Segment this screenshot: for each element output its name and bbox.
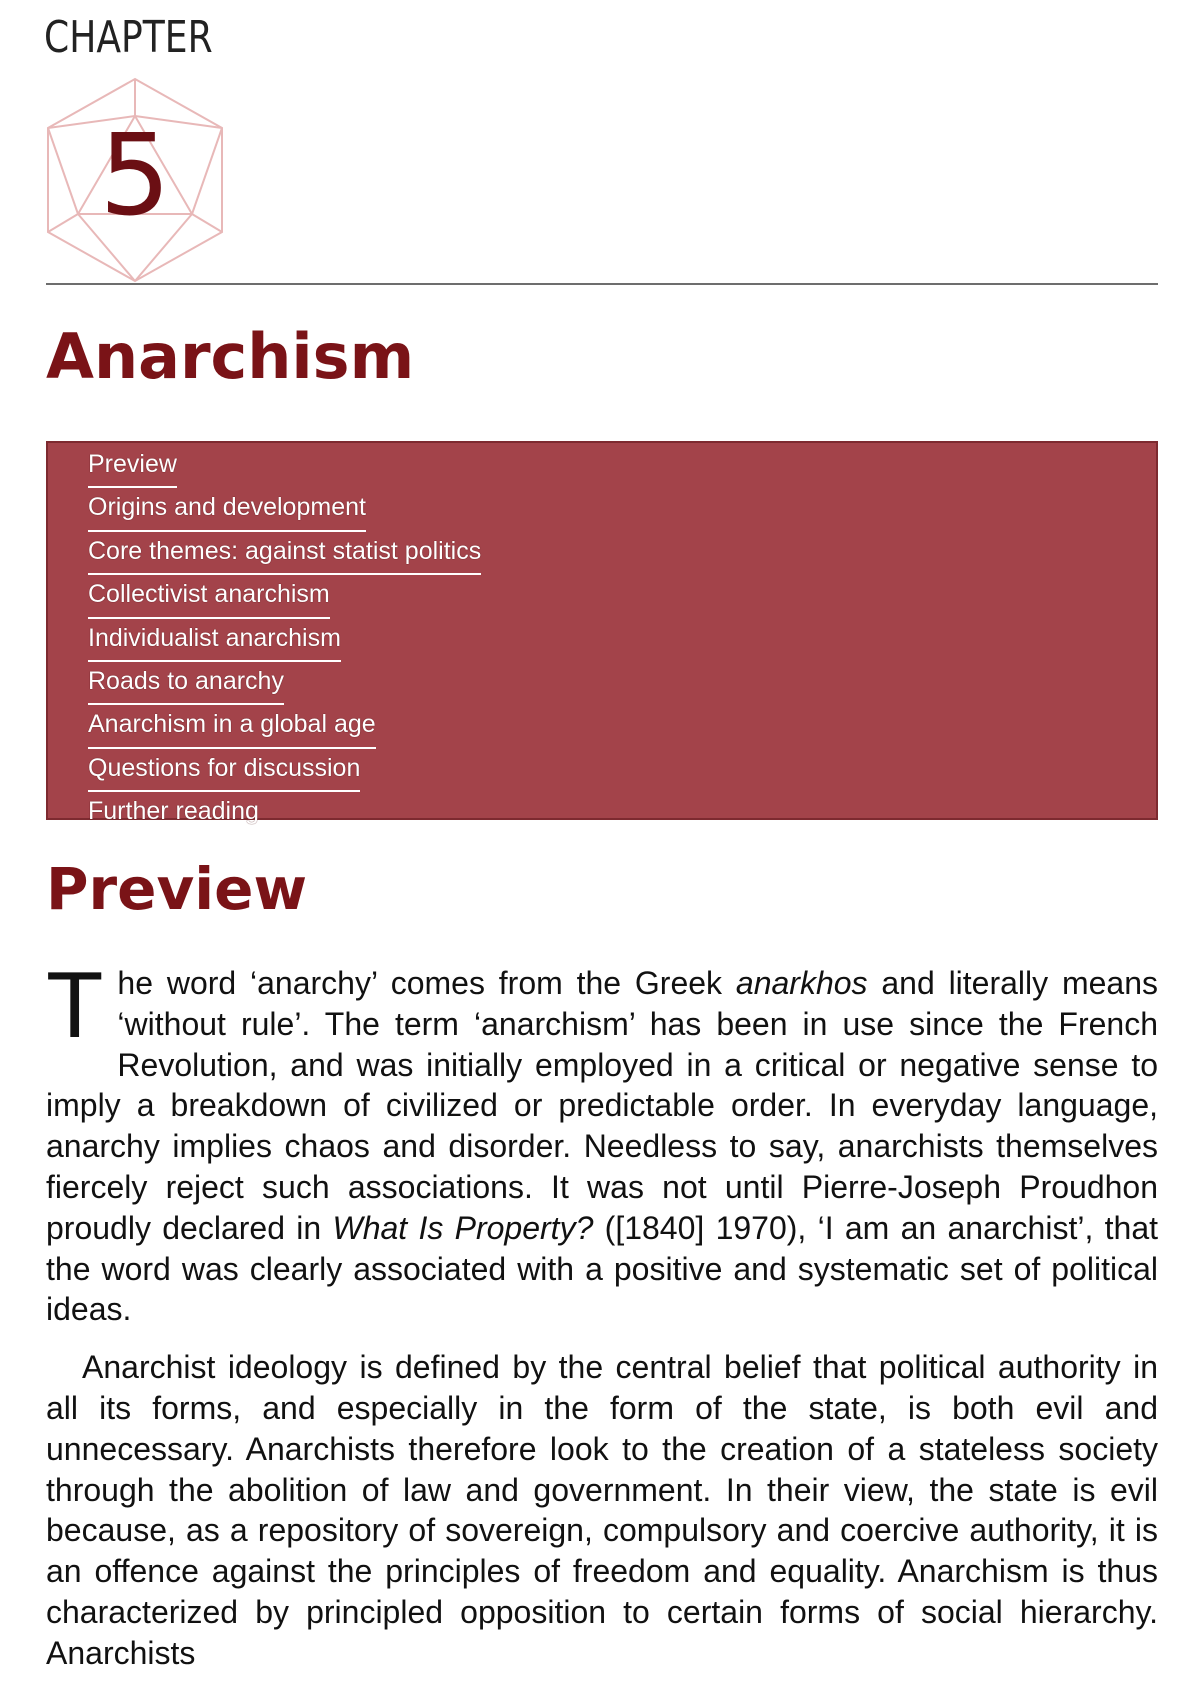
paragraph-1-part-1: he word ‘anarchy’ comes from the Greek: [117, 965, 736, 1001]
section-title: Preview: [46, 855, 308, 923]
paragraph-1: [46, 952, 1159, 1330]
chapter-number: 5: [99, 111, 171, 241]
contents-item-roads[interactable]: Roads to anarchy: [88, 662, 284, 705]
chapter-title: Anarchism: [46, 320, 415, 393]
contents-box: [46, 441, 1158, 826]
paragraph-1-italic-1: anarkhos: [735, 965, 868, 1001]
contents-item-origins[interactable]: Origins and development: [88, 488, 366, 531]
contents-item-preview[interactable]: Preview: [88, 445, 177, 488]
contents-item-global-age[interactable]: Anarchism in a global age: [88, 705, 376, 748]
contents-item-further-reading[interactable]: Further reading: [88, 797, 259, 826]
chapter-label: CHAPTER: [44, 12, 213, 63]
paragraph-2: Anarchist ideology is defined by the central belief that political authority in all its forms, and especially in the form of the state, is both evil and unnecessary. Anarchists therefore look to the creation of a stateless society through the abolition of law and government. In their view, the state is evil because, as a repository of sovereign, compulsory and coercive authority, it is an offence against the principles of freedom and equality. Anarchism is thus characterized by principled opposition to certain forms of social hierarchy. Anarchists: [46, 1349, 1158, 1671]
contents-item-individualist[interactable]: Individualist anarchism: [88, 619, 341, 662]
paragraph-1-part-2: and literally means ‘without rule’. The term ‘anarchism’ has been in use since the French Revolution, and was initially employed in a critical or negative sense to imply a breakdown of civilized or predictable order. In everyday language, anarchy implies chaos and disorder. Needless to say, anarchists themselves fiercely reject such associations. It was not until Pierre-Joseph Proudhon proudly declared in: [46, 965, 1159, 1246]
body-text: [46, 952, 1159, 1674]
drop-cap: T: [46, 952, 104, 1057]
contents-item-questions[interactable]: Questions for discussion: [88, 749, 360, 792]
contents-item-core-themes[interactable]: Core themes: against statist politics: [88, 532, 481, 575]
header-rule: [46, 283, 1158, 285]
contents-item-collectivist[interactable]: Collectivist anarchism: [88, 575, 330, 618]
paragraph-1-italic-2: What Is Property?: [332, 1209, 594, 1246]
contents-list: [88, 445, 481, 836]
paragraph-1-part-3: ([1840] 1970), ‘I am an anarchist’, that the word was clearly associated with a positive and systematic set of political ideas.: [46, 1209, 1159, 1328]
